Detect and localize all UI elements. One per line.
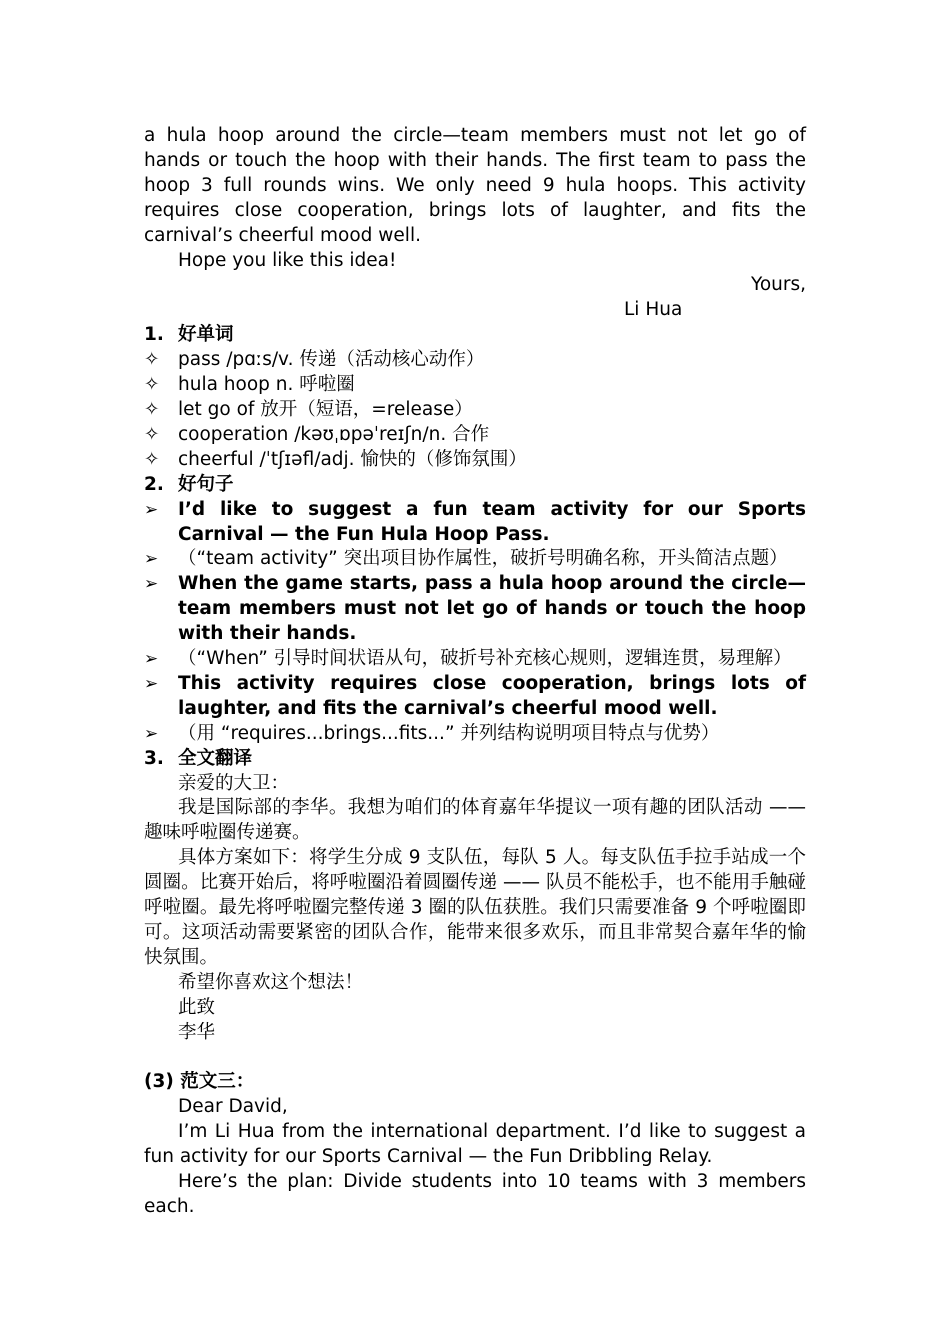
vocab-item: cooperation /kəʊˌɒpəˈreɪʃn/n. 合作: [178, 423, 490, 445]
arrow-bullet-icon: ➢: [144, 723, 159, 744]
translation-signature: 李华: [178, 1021, 216, 1043]
arrow-bullet-icon: ➢: [144, 499, 159, 520]
document-page: [144, 124, 806, 1220]
section-title: 全文翻译: [178, 747, 253, 769]
translation-closing: 此致: [178, 996, 216, 1018]
translation-paragraph: 具体方案如下：将学生分成 9 支队伍，每队 5 人。每支队伍手拉手站成一个圆圈。比赛开始后，将呼啦圈沿着圆圈传递 —— 队员不能松手，也不能用手触碰呼啦圈。最先将呼啦圈完整传递 3 圈的队伍获胜。我们只需要准备 9 个呼啦圈即可。这项活动需要紧密的团队合作，能带来很多欢乐，而且非常契合嘉年华的愉快氛围。: [144, 847, 806, 968]
sentence-item: I’d like to suggest a fun team activity for our Sports Carnival — the Fun Hula Hoop Pass.: [178, 498, 806, 545]
list-item: [144, 423, 806, 448]
letter-paragraph: a hula hoop around the circle—team members must not let go of hands or touch the hoop with their hands. The first team to pass the hoop 3 full rounds wins. We only need 9 hula hoops. This activity requires close cooperation, brings lots of laughter, and fits the carnival’s cheerful mood well.: [144, 125, 806, 246]
list-item: [144, 498, 806, 548]
vocab-item: pass /pɑːs/v. 传递（活动核心动作）: [178, 349, 485, 371]
sparkle-bullet-icon: ✧: [144, 349, 160, 371]
section-number: 3.: [144, 747, 164, 769]
list-item: [144, 672, 806, 722]
blank-line: [144, 1046, 806, 1071]
sentence-item: This activity requires close cooperation, brings lots of laughter, and fits the carnival’s cheerful mood well.: [178, 672, 806, 719]
section-number: 1.: [144, 324, 164, 346]
sentence-item: When the game starts, pass a hula hoop around the circle—team members must not let go of hands or touch the hoop with their hands.: [178, 573, 806, 645]
translation-hope: 希望你喜欢这个想法！: [178, 971, 364, 993]
model-essay-label: (3) 范文三：: [144, 1071, 255, 1093]
sparkle-bullet-icon: ✧: [144, 448, 160, 470]
sentence-note: （用 “requires...brings...fits...” 并列结构说明项目特点与优势）: [178, 722, 720, 744]
sparkle-bullet-icon: ✧: [144, 398, 160, 420]
sparkle-bullet-icon: ✧: [144, 423, 160, 445]
section-title: 好句子: [178, 473, 234, 495]
model-paragraph: Here’s the plan: Divide students into 10 teams with 3 members each.: [144, 1171, 806, 1217]
section-heading-translation: [144, 747, 806, 772]
translation-greeting: 亲爱的大卫：: [178, 772, 290, 794]
list-item: [144, 348, 806, 373]
letter-signature: Li Hua: [624, 299, 683, 321]
arrow-bullet-icon: ➢: [144, 574, 159, 595]
sentence-note: （“When” 引导时间状语从句，破折号补充核心规则，逻辑连贯，易理解）: [178, 648, 792, 670]
list-item: [144, 647, 806, 672]
vocab-item: hula hoop n. 呼啦圈: [178, 374, 355, 396]
section-title: 好单词: [178, 324, 234, 346]
sentence-note: （“team activity” 突出项目协作属性，破折号明确名称，开头简洁点题）: [178, 548, 788, 570]
section-number: 2.: [144, 473, 164, 495]
section-heading-sentences: [144, 473, 806, 498]
sparkle-bullet-icon: ✧: [144, 374, 160, 396]
list-item: [144, 547, 806, 572]
arrow-bullet-icon: ➢: [144, 549, 159, 570]
section-heading-words: [144, 323, 806, 348]
arrow-bullet-icon: ➢: [144, 673, 159, 694]
vocab-item: cheerful /ˈtʃɪəfl/adj. 愉快的（修饰氛围）: [178, 448, 527, 470]
translation-paragraph: 我是国际部的李华。我想为咱们的体育嘉年华提议一项有趣的团队活动 —— 趣味呼啦圈传递赛。: [144, 797, 806, 844]
vocab-item: let go of 放开（短语，=release）: [178, 398, 473, 420]
list-item: [144, 398, 806, 423]
list-item: [144, 722, 806, 747]
letter-hope: Hope you like this idea!: [178, 249, 397, 271]
arrow-bullet-icon: ➢: [144, 649, 159, 670]
letter-closing: Yours,: [750, 274, 806, 296]
list-item: [144, 373, 806, 398]
model-greeting: Dear David,: [178, 1096, 288, 1118]
model-paragraph: I’m Li Hua from the international department. I’d like to suggest a fun activity for our Sports Carnival — the Fun Dribbling Relay.: [144, 1121, 806, 1168]
list-item: [144, 572, 806, 647]
list-item: [144, 448, 806, 473]
